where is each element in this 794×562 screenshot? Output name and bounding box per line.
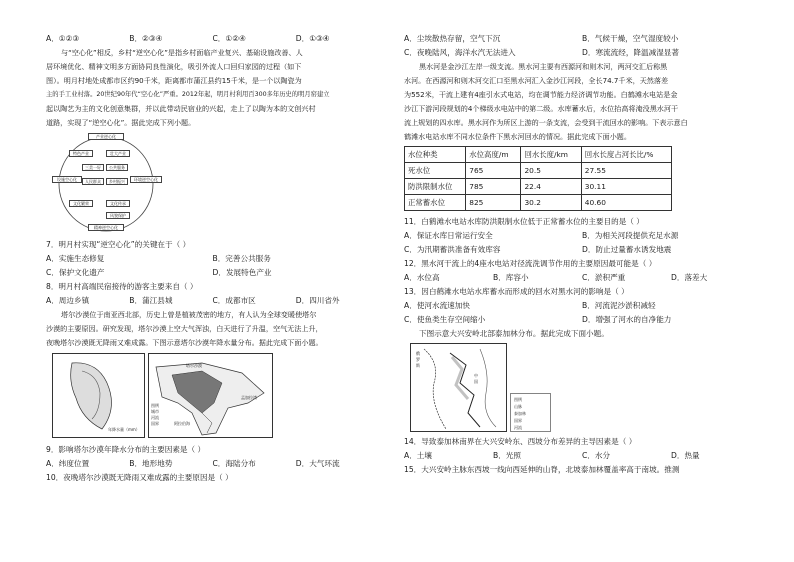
option: C．水分 (582, 451, 611, 460)
map-char: 斯 (416, 363, 420, 368)
option: C．海陆分布 (212, 459, 256, 468)
option: B．库容小 (493, 273, 529, 282)
option: D．大气环流 (295, 459, 340, 468)
diagram-item: 三美一好 (82, 164, 104, 171)
question-10: 10．夜晚塔尔沙漠既无降雨又难成露的主要原因是（ ） (46, 473, 233, 482)
table-cell: 40.60 (581, 195, 671, 211)
option: C．使鱼类生存空间缩小 (404, 315, 486, 324)
table-header: 水位高度/m (466, 147, 521, 163)
passage-line: 黑水河是金沙江左岸一级支流。黑水河主要有西源河和则木河，两河交汇后称黑 (419, 62, 668, 71)
diagram-item: 文化传承 (106, 200, 130, 207)
diagram-item: 特色产业 (69, 150, 93, 157)
option: A．使河水流速加快 (404, 301, 470, 310)
option: A．尘埃散热存留，空气下沉 (404, 34, 501, 43)
passage-line: 沙漠的主要原因。研究发现，塔尔沙漠上空大气浑浊，白天进行了升温，空气无法上升， (46, 324, 323, 333)
diagram-right-box: 环境逆空心化 (130, 176, 162, 183)
passage-2 (46, 308, 379, 350)
map-char: 俄 (416, 351, 420, 356)
hollowing-diagram (46, 132, 379, 236)
option: A．纬度位置 (46, 459, 90, 468)
question-14: 14．导致泰加林南界在大兴安岭东、西坡分布差异的主导因素是（ ） (404, 437, 637, 446)
q10-options (404, 46, 760, 60)
question-7: 7．明月村实现“逆空心化”的关键在于（ ） (46, 240, 191, 249)
q9-options (46, 457, 379, 471)
table-header: 回水长度占河长比/% (581, 147, 671, 163)
option: D．防止过量蓄水诱发地震 (582, 245, 672, 254)
option: D．发展特色产业 (212, 268, 272, 277)
map-label: 塔尔沙漠 (186, 363, 202, 368)
option: B．气候干燥，空气湿度较小 (582, 34, 679, 43)
diagram-item: 人民群众 (82, 178, 104, 185)
q14-options (404, 449, 760, 463)
question-13: 13．因白鹤滩水电站水库蓄水而形成的回水对黑水河的影响是（ ） (404, 287, 629, 296)
option: C．①②④ (212, 34, 246, 43)
option: D．寒流流经，降温减湿显著 (582, 48, 679, 57)
legend-item: 国界 (151, 421, 159, 426)
map-country-label (474, 373, 478, 385)
option: D．①③④ (295, 34, 330, 43)
map-country-label (416, 351, 420, 369)
passage-line: 为552米，干流上建有4座引水式电站，均在调节能力经济调节功能。白鹤滩水电站是金 (404, 90, 678, 99)
option: D．落差大 (671, 273, 708, 282)
table-cell: 765 (466, 163, 521, 179)
table-cell: 30.11 (581, 179, 671, 195)
option: D．增强了河水的自净能力 (582, 315, 672, 324)
map-char: 罗 (416, 357, 420, 362)
diagram-left-box: 设施空心化 (52, 176, 82, 183)
table-cell: 死水位 (405, 163, 466, 179)
passage-3 (404, 60, 760, 144)
option: A．土壤 (404, 451, 432, 460)
diagram-item: 公共服务 (106, 164, 128, 171)
passage-line: 与“空心化”相反，乡村“逆空心化”是指乡村面临产业复兴、基础设施改善、人 (61, 48, 303, 57)
table-header: 回水长度/km (521, 147, 581, 163)
legend-title: 图例 (151, 403, 159, 408)
passage-line: 鹤滩水电站水库不同水位条件下黑水河回水的情况。据此完成下面小题。 (404, 132, 631, 141)
table-cell: 22.4 (521, 179, 581, 195)
option: A．保证水库日常运行安全 (404, 231, 493, 240)
passage-1 (46, 46, 379, 130)
q6-options (46, 32, 379, 46)
q7-options (46, 252, 379, 266)
passage-4: 下图示意大兴安岭北部泰加林分布。据此完成下面小题。 (419, 329, 609, 338)
q12-options (404, 271, 760, 285)
legend-item: 城市 (151, 409, 159, 414)
option: C．夜晚陆风，海洋水汽无法进入 (404, 48, 516, 57)
table-row (405, 179, 672, 195)
table-cell: 正常蓄水位 (405, 195, 466, 211)
passage-line: 塔尔沙漠位于南亚西北部，历史上曾是植被茂密的地方，有人认为全球变暖使塔尔 (61, 310, 317, 319)
left-column (46, 32, 379, 485)
table-cell: 27.55 (581, 163, 671, 179)
option: B．光照 (493, 451, 521, 460)
table-cell: 825 (466, 195, 521, 211)
passage-line: 主的手工业村落。20世纪90年代“空心化”严重。2012年起，明月村利用百300多年历史的明月窑建立 (46, 91, 330, 98)
passage-line: 水河。在西源河和则木河交汇口至黑水河汇入金沙江河段，全长74.7千米，天然落差 (404, 76, 669, 85)
map-figure (410, 343, 560, 433)
option: B．蒲江县城 (129, 296, 173, 305)
legend-item: 泰加林 (514, 411, 526, 416)
diagram-item: 乡村振兴 (106, 178, 128, 185)
question-12: 12．黑水河干流上的4座水电站对径流洗调节作用的主要原因最可能是（ ） (404, 259, 657, 268)
legend-item: 山脉 (514, 404, 522, 409)
question-9: 9．影响塔尔沙漠年降水分布的主要因素是（ ） (46, 445, 206, 454)
option: C．成都市区 (212, 296, 256, 305)
legend-item: 河流 (514, 425, 522, 430)
passage-line: 居环境优化、精神文明多方面协同良性演化，吸引外流人口回归家园的过程（如下 (46, 62, 302, 71)
option: C．为汛期蓄洪准备有效库容 (404, 245, 501, 254)
map-legend-label: 年降水量（mm） (108, 427, 140, 432)
table-cell: 防洪限制水位 (405, 179, 466, 195)
map-label: 阿拉伯海 (174, 421, 190, 426)
option: C．保护文化遗产 (46, 268, 105, 277)
q11-options (404, 243, 760, 257)
passage-line: 夜晚塔尔沙漠既无降雨又难成露。下图示意塔尔沙漠年降水量分布。据此完成下面小题。 (46, 338, 323, 347)
option: B．地形地势 (129, 459, 173, 468)
backwater-table (404, 146, 672, 211)
option: A．实施生态修复 (46, 254, 105, 263)
legend-title: 图例 (514, 397, 522, 402)
option: C．淤积严重 (582, 273, 626, 282)
option: A．水位高 (404, 273, 440, 282)
table-header: 水位种类 (405, 147, 466, 163)
q8-options (46, 294, 379, 308)
right-column (404, 32, 760, 477)
table-cell: 30.2 (521, 195, 581, 211)
table-cell: 20.5 (521, 163, 581, 179)
q7-options (46, 266, 379, 280)
map-char: 国 (474, 379, 478, 384)
map-char: 中 (474, 373, 478, 378)
legend-item: 河流 (151, 415, 159, 420)
legend-item: 国界 (514, 418, 522, 423)
table-cell: 785 (466, 179, 521, 195)
diagram-item: 文化繁荣 (69, 200, 93, 207)
passage-line: 图）。明月村地处成都市区约90千米，距离都市蒲江县约15千米，是一个以陶瓷为 (46, 76, 302, 85)
table-row (405, 195, 672, 211)
option: B．为相关河段提供充足水源 (582, 231, 679, 240)
option: B．②③④ (129, 34, 163, 43)
passage-line: 沙江下游河段规划的4个梯级水电站中的第二级。水库蓄水后，水位抬高将淹没黑水河干 (404, 104, 679, 113)
option: B．河流泥沙淤积减轻 (582, 301, 656, 310)
question-15: 15．大兴安岭主脉东西坡一线向西延伸的山脊，北坡泰加林覆盖率高于南坡。推测 (404, 465, 680, 474)
diagram-top-box: 产业逆心化 (88, 133, 124, 140)
option: D．热量 (671, 451, 700, 460)
q10-options (404, 32, 760, 46)
map-legend (514, 396, 526, 431)
passage-line: 道路，实现了“逆空心化”。据此完成下列小题。 (46, 118, 196, 127)
passage-line: 流上规划的四水库。黑水河作为所区上游的一条支流，会受到干流回水的影响。下表示意白 (404, 118, 688, 127)
question-8: 8．明月村高端民宿接待的游客主要来自（ ） (46, 282, 198, 291)
option: A．周边乡镇 (46, 296, 90, 305)
diagram-item: 壮大产业 (106, 150, 130, 157)
map-label: 孟加拉湾 (241, 395, 257, 400)
q11-options (404, 229, 760, 243)
table-row (405, 163, 672, 179)
q13-options (404, 313, 760, 327)
thar-desert-map (46, 353, 379, 441)
map-legend (151, 403, 159, 427)
diagram-item: 风貌保护 (106, 212, 130, 219)
option: B．完善公共服务 (212, 254, 271, 263)
passage-line: 起以陶艺为主的文化创意集群，并以此带动民宿业的兴起，走上了以陶为本的文创兴村 (46, 104, 316, 113)
option: D．四川省外 (295, 296, 340, 305)
question-11: 11．白鹤滩水电站水库防洪限制水位低于正常蓄水位的主要目的是（ ） (404, 217, 644, 226)
option: A．①②③ (46, 34, 80, 43)
q13-options (404, 299, 760, 313)
diagram-bottom-box: 精神逆空心化 (88, 224, 124, 231)
table-header-row (405, 147, 672, 163)
taiga-map (404, 343, 760, 433)
